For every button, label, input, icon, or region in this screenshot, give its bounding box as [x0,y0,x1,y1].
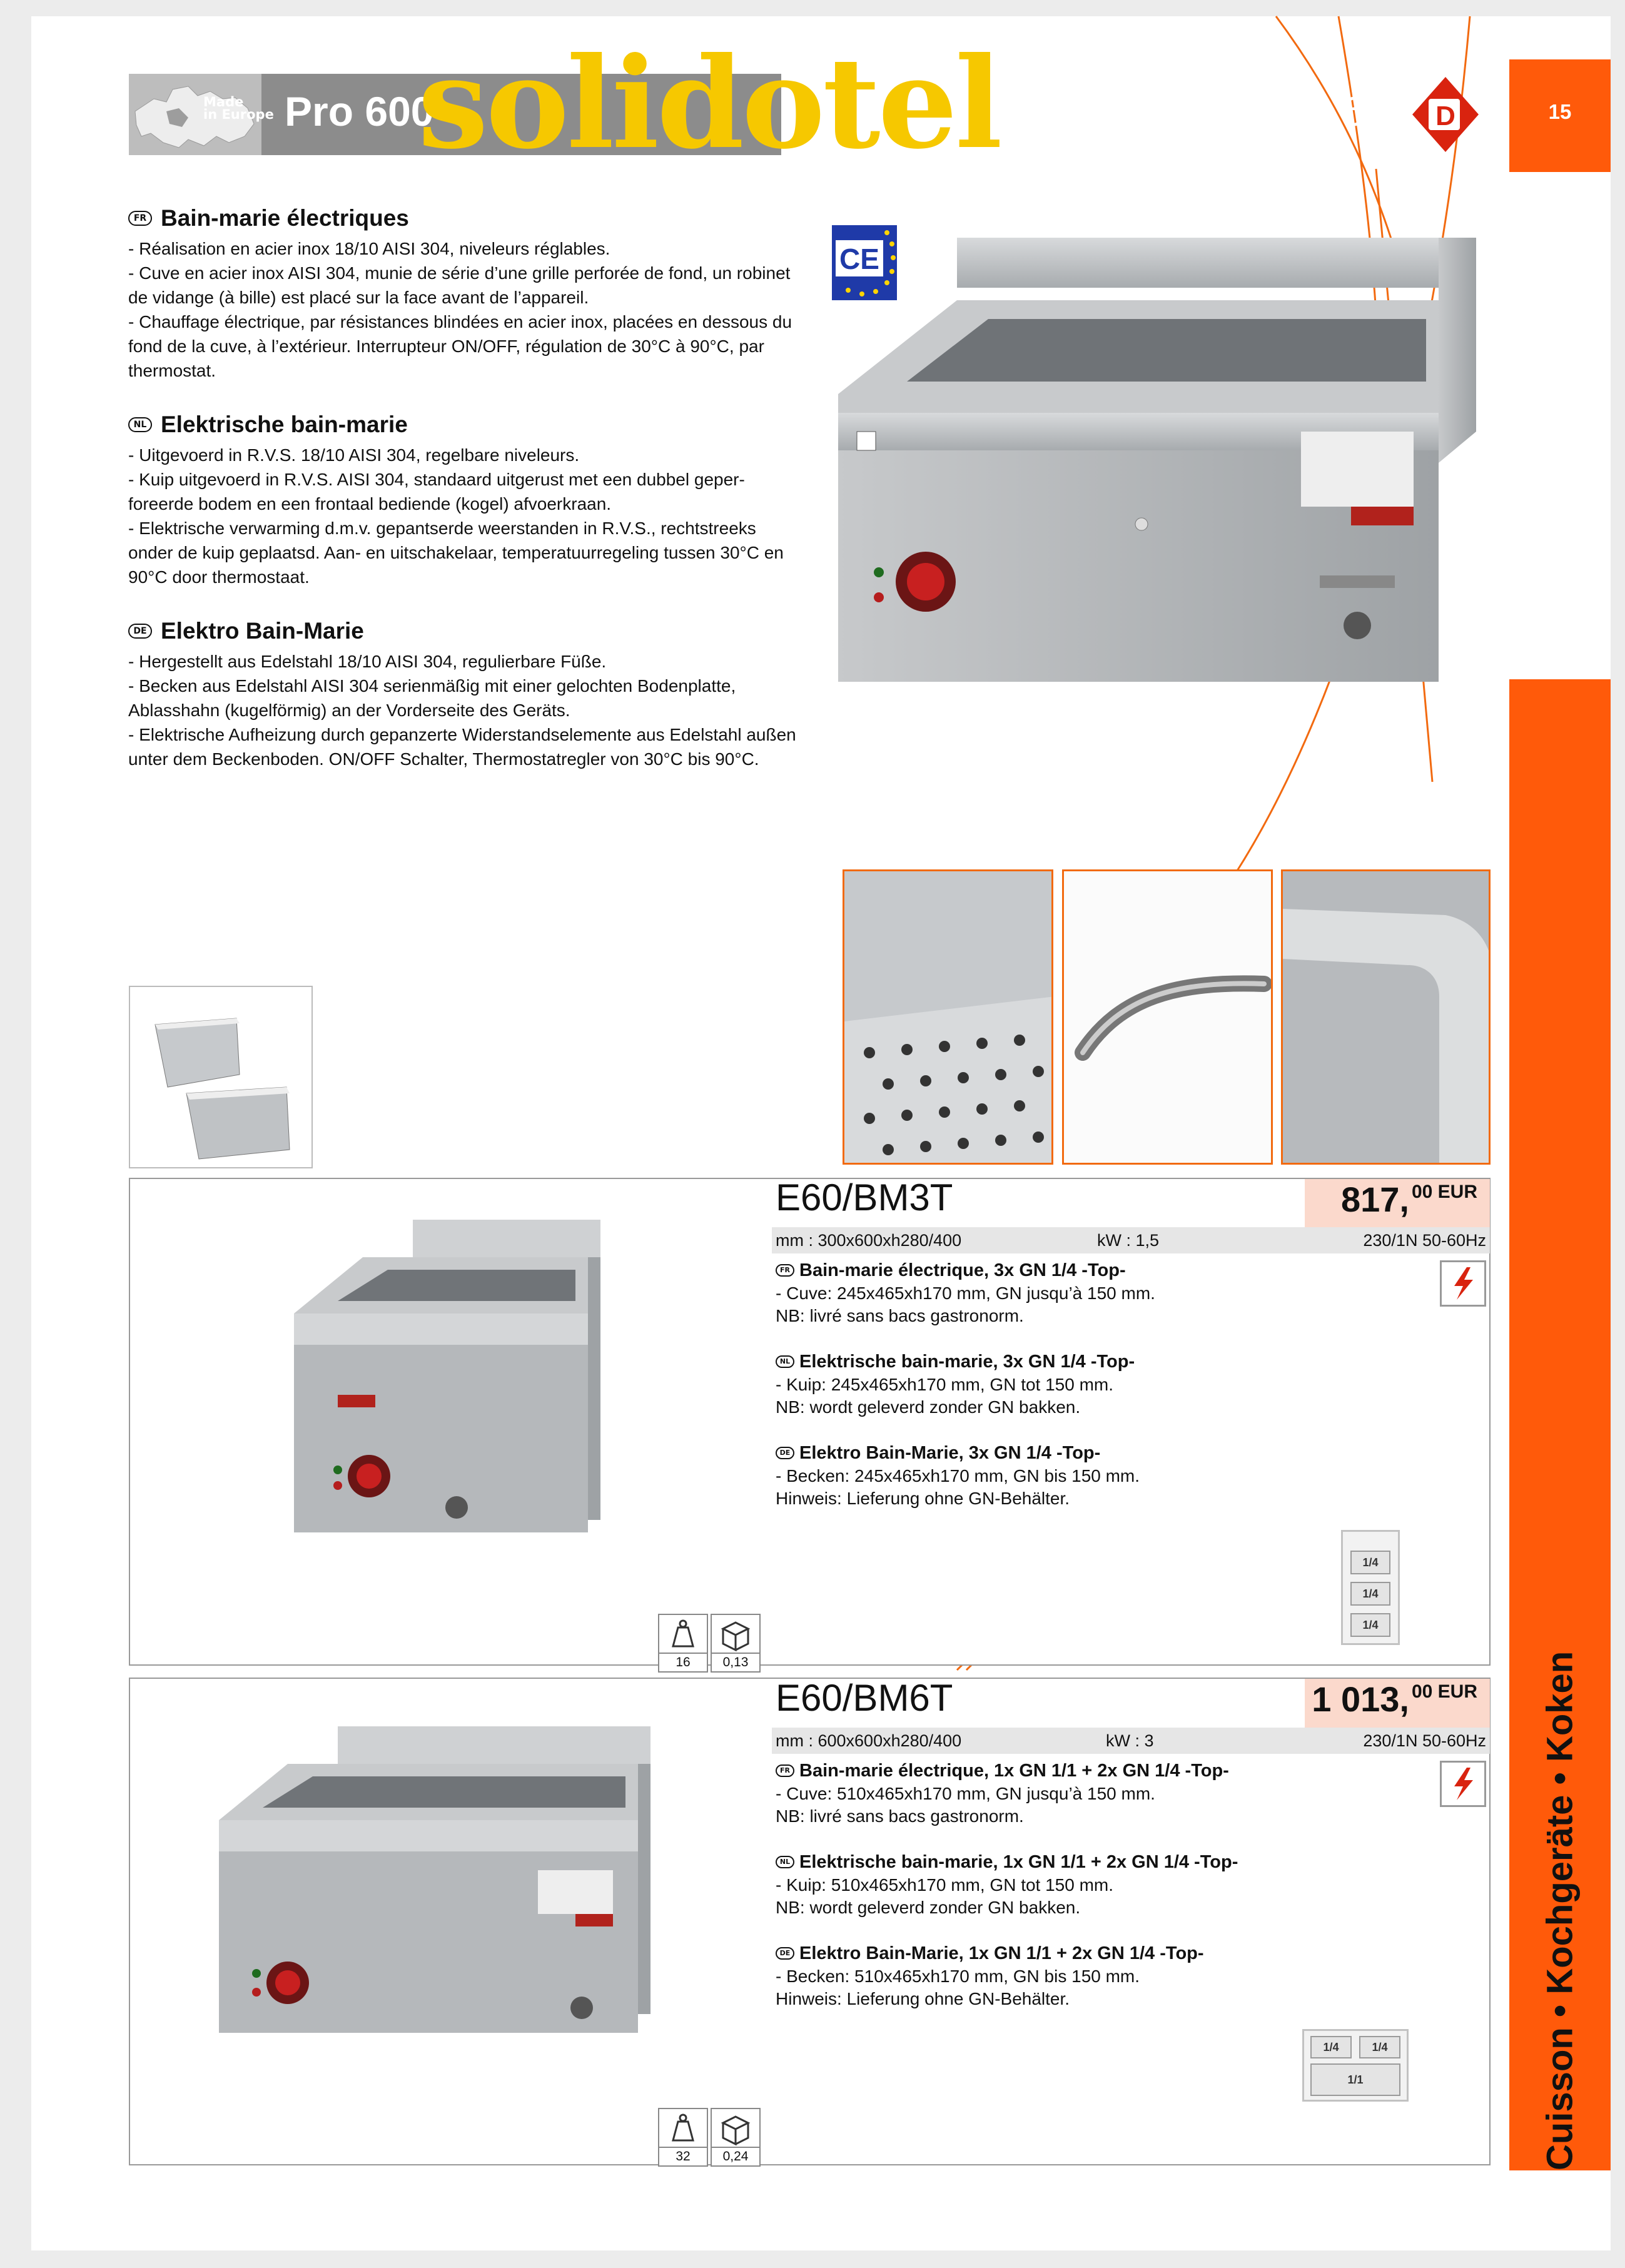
variant-fr [776,1258,1401,1327]
variant-title: Elektro Bain-Marie, 3x GN 1/4 -Top- [799,1443,1101,1463]
variant-line: - Cuve: 510x465xh170 mm, GN jusqu’à 150 mm. [776,1784,1155,1803]
variant-de [776,1441,1401,1510]
description-line: - Cuve en acier inox AISI 304, munie de série d’une grille perforée de fond, un robinet [128,263,791,283]
diamond-brand-logo [1410,74,1481,155]
gn-layout-diagram [1302,2029,1409,2102]
product-code: E60/BM3T [776,1177,953,1218]
variant-nl [776,1850,1401,1919]
page-margin-left [0,0,31,2268]
voltage: 230/1N 50-60Hz [1363,1231,1486,1250]
detail-photo-backsplash [1281,869,1491,1165]
description-line: fond de la cuve, à l’extérieur. Interrupteur ON/OFF, régulation de 30°C à 90°C, par [128,337,764,356]
lang-badge-nl: NL [776,1856,794,1868]
variant-nl [776,1350,1401,1419]
spec-bar [772,1728,1490,1754]
electric-bolt-icon [1440,1761,1486,1807]
gn-cell: 1/4 [1310,2036,1352,2058]
description-heading-nl: Elektrische bain-marie [161,412,408,437]
package-volume-icon [711,1614,761,1654]
variant-line: - Kuip: 510x465xh170 mm, GN tot 150 mm. [776,1875,1114,1895]
lang-badge-de: DE [776,1947,794,1960]
variant-title: Elektro Bain-Marie, 1x GN 1/1 + 2x GN 1/4 -Top- [799,1943,1204,1963]
variant-line: - Becken: 245x465xh170 mm, GN bis 150 mm. [776,1466,1140,1486]
price-box [1305,1679,1490,1735]
description-line: - Uitgevoerd in R.V.S. 18/10 AISI 304, regelbare niveleurs. [128,445,580,465]
description-line: - Elektrische verwarming d.m.v. gepantserde weerstanden in R.V.S., rechtstreeks [128,519,756,538]
description-line: thermostat. [128,361,216,380]
dimensions: mm : 300x600xh280/400 [776,1231,962,1250]
gn-cell: 1/1 [1310,2063,1400,2096]
package-volume-icon [711,2108,761,2148]
variant-line: NB: wordt geleverd zonder GN bakken. [776,1397,1081,1417]
electric-bolt-icon [1440,1260,1486,1307]
variant-line: NB: livré sans bacs gastronorm. [776,1806,1024,1826]
weight-value: 16 [658,1654,708,1673]
gn-cell: 1/4 [1350,1613,1390,1637]
description-line: de vidange (à bille) est placé sur la face avant de l’appareil. [128,288,589,307]
page-margin-top [0,0,1625,16]
product-main-photo [813,225,1489,701]
description-line: - Chauffage électrique, par résistances blindées en acier inox, placées en dessous du [128,312,792,332]
description-nl [128,412,823,589]
ce-mark-text: CE [839,243,879,275]
description-line: - Elektrische Aufheizung durch gepanzerte Widerstandselemente aus Edelstahl außen [128,725,796,744]
description-line: - Réalisation en acier inox 18/10 AISI 304, niveleurs réglables. [128,239,610,258]
gn-containers-photo [129,986,313,1168]
page-margin-bottom [0,2250,1625,2268]
variant-line: - Becken: 510x465xh170 mm, GN bis 150 mm. [776,1967,1140,1986]
volume-value: 0,13 [711,1654,761,1673]
variant-line: - Cuve: 245x465xh170 mm, GN jusqu’à 150 mm. [776,1283,1155,1303]
lang-badge-fr: FR [776,1264,794,1277]
gn-cell: 1/4 [1350,1551,1390,1574]
series-title: Pro 600 [285,88,434,134]
description-line: - Kuip uitgevoerd in R.V.S. AISI 304, standaard uitgerust met een dubbel geper- [128,470,745,489]
detail-photo-drain-pipe [1062,869,1273,1165]
description-line: unter dem Beckenboden. ON/OFF Schalter, Thermostatregler von 30°C bis 90°C. [128,749,759,769]
power: kW : 3 [1106,1731,1154,1750]
price: 817, $^{00 EUR}$ [1340,1180,1477,1219]
variant-title: Bain-marie électrique, 1x GN 1/1 + 2x GN 1/4 -Top- [799,1761,1229,1781]
gn-cell: 1/4 [1359,2036,1400,2058]
product-photo-e60-bm3t [288,1207,613,1545]
page-margin-right [1611,0,1625,2268]
variant-de [776,1941,1401,2010]
volume-value: 0,24 [711,2148,761,2167]
product-photo-e60-bm6t [213,1714,663,2052]
made-in-europe-label: Made in Europe [203,94,274,122]
description-heading-fr: Bain-marie électriques [161,205,409,231]
weight-icon [658,2108,708,2148]
lang-badge-nl: NL [128,417,152,432]
dimensions: mm : 600x600xh280/400 [776,1731,962,1750]
description-fr [128,205,823,383]
weight-icon [658,1614,708,1654]
voltage: 230/1N 50-60Hz [1363,1731,1486,1750]
product-code: E60/BM6T [776,1677,953,1719]
description-line: - Becken aus Edelstahl AISI 304 serienmäßig mit einer gelochten Bodenplatte, [128,676,736,696]
description-line: 90°C door thermostaat. [128,567,310,587]
description-heading-de: Elektro Bain-Marie [161,618,364,644]
variant-line: NB: livré sans bacs gastronorm. [776,1306,1024,1325]
lang-badge-de: DE [128,624,152,639]
page-number: 15 [1548,100,1572,123]
variant-line: Hinweis: Lieferung ohne GN-Behälter. [776,1489,1070,1508]
lang-badge-fr: FR [776,1764,794,1777]
variant-title: Bain-marie électrique, 3x GN 1/4 -Top- [799,1260,1126,1280]
range-title: Modular Cooking 600 [1018,88,1411,134]
variant-line: Hinweis: Lieferung ohne GN-Behälter. [776,1989,1070,2008]
description-line: onder de kuip geplaatsd. Aan- en uitschakelaar, temperatuurregeling tussen 30°C en [128,543,784,562]
lang-badge-nl: NL [776,1355,794,1368]
brand-logo-letter: D [1435,101,1455,131]
variant-title: Elektrische bain-marie, 3x GN 1/4 -Top- [799,1352,1135,1372]
gn-cell: 1/4 [1350,1582,1390,1606]
description-de [128,618,823,771]
weight-value: 32 [658,2148,708,2167]
description-line: foreerde bodem en een frontaal bediende (kogel) afvoerkraan. [128,494,612,514]
gn-layout-diagram [1341,1530,1400,1645]
detail-photo-perforated-grid [843,869,1053,1165]
spec-bar [772,1227,1490,1253]
description-line: Ablasshahn (kugelförmig) an der Vorderseite des Geräts. [128,701,570,720]
category-side-label: Cuisson • Kochgeräte • Koken [1539,1651,1581,2170]
lang-badge-de: DE [776,1447,794,1459]
variant-line: NB: wordt geleverd zonder GN bakken. [776,1898,1081,1917]
variant-fr [776,1759,1401,1828]
variant-line: - Kuip: 245x465xh170 mm, GN tot 150 mm. [776,1375,1114,1394]
power: kW : 1,5 [1097,1231,1160,1250]
price: 1 013, $^{00 EUR}$ [1312,1679,1477,1719]
description-line: - Hergestellt aus Edelstahl 18/10 AISI 304, regulierbare Füße. [128,652,607,671]
variant-title: Elektrische bain-marie, 1x GN 1/1 + 2x GN 1/4 -Top- [799,1852,1238,1872]
solidotel-watermark: solidotel [418,30,1000,177]
lang-badge-fr: FR [128,211,152,226]
